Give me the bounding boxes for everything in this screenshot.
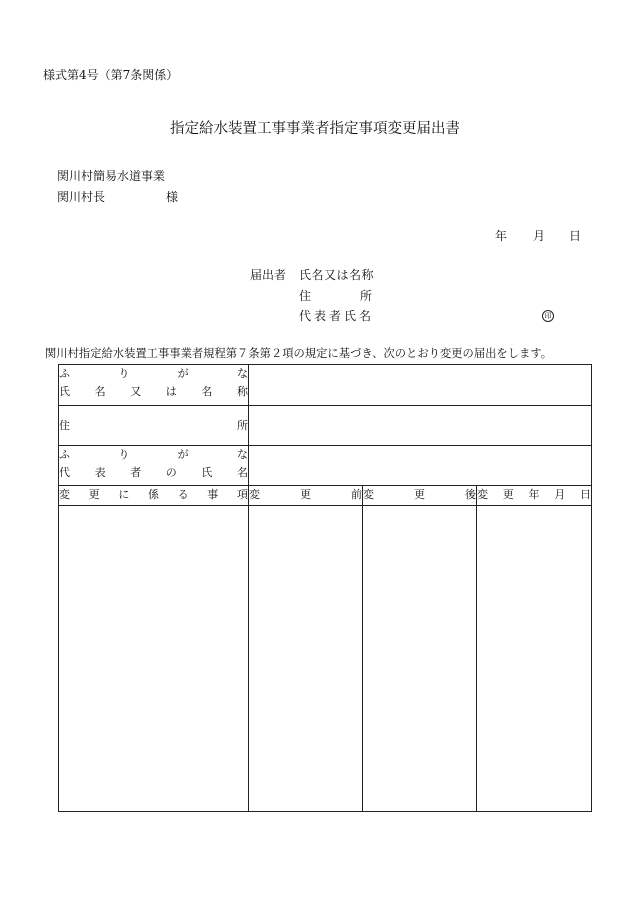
change-date-field[interactable] bbox=[477, 506, 592, 812]
name-field[interactable] bbox=[249, 365, 592, 406]
name-label: 氏 名 又 は 名 称 bbox=[59, 385, 248, 398]
row-entries bbox=[59, 506, 592, 812]
applicant-name-label: 氏名又は名称 bbox=[299, 268, 375, 282]
seal-mark bbox=[542, 308, 554, 322]
statement-text: 関川村指定給水装置工事事業者規程第７条第２項の規定に基づき、次のとおり変更の届出をします。 bbox=[45, 347, 553, 360]
header-change-item: 変 更 に 係 る 事 項 bbox=[59, 486, 249, 506]
representative-field[interactable] bbox=[249, 446, 592, 486]
label-address bbox=[59, 406, 249, 446]
page-title: 指定給水装置工事事業者指定事項変更届出書 bbox=[170, 121, 460, 137]
before-field[interactable] bbox=[249, 506, 363, 812]
row-address bbox=[59, 406, 592, 446]
row-headers bbox=[59, 486, 592, 506]
addressee-honorific: 様 bbox=[166, 190, 179, 204]
form-number: 様式第4号（第7条関係） bbox=[43, 68, 179, 82]
after-field[interactable] bbox=[363, 506, 477, 812]
address-label: 住 所 bbox=[59, 418, 248, 432]
addressee-mayor: 関川村長 bbox=[57, 190, 106, 204]
change-item-field[interactable] bbox=[59, 506, 249, 812]
seal-icon: 印 bbox=[542, 310, 554, 322]
furigana-label: ふ り が な bbox=[59, 367, 248, 380]
row-name bbox=[59, 365, 592, 406]
label-name bbox=[59, 365, 249, 406]
date-year-label: 年 bbox=[495, 229, 508, 243]
row-representative bbox=[59, 446, 592, 486]
applicant-address-label: 住 所 bbox=[299, 289, 372, 303]
header-before: 変 更 前 bbox=[249, 486, 363, 506]
date-month-label: 月 bbox=[533, 229, 546, 243]
date-day-label: 日 bbox=[569, 229, 582, 243]
applicant-label: 届出者 bbox=[250, 268, 287, 282]
label-representative bbox=[59, 446, 249, 486]
rep-name-label: 代 表 者 の 氏 名 bbox=[59, 466, 248, 479]
change-form-table bbox=[58, 364, 592, 812]
rep-furigana-label: ふ り が な bbox=[59, 448, 248, 461]
applicant-representative-label: 代表者氏名 bbox=[299, 309, 375, 323]
header-change-date: 変 更 年 月 日 bbox=[477, 486, 592, 506]
address-field[interactable] bbox=[249, 406, 592, 446]
addressee-organization: 関川村簡易水道事業 bbox=[57, 169, 166, 183]
header-after: 変 更 後 bbox=[363, 486, 477, 506]
